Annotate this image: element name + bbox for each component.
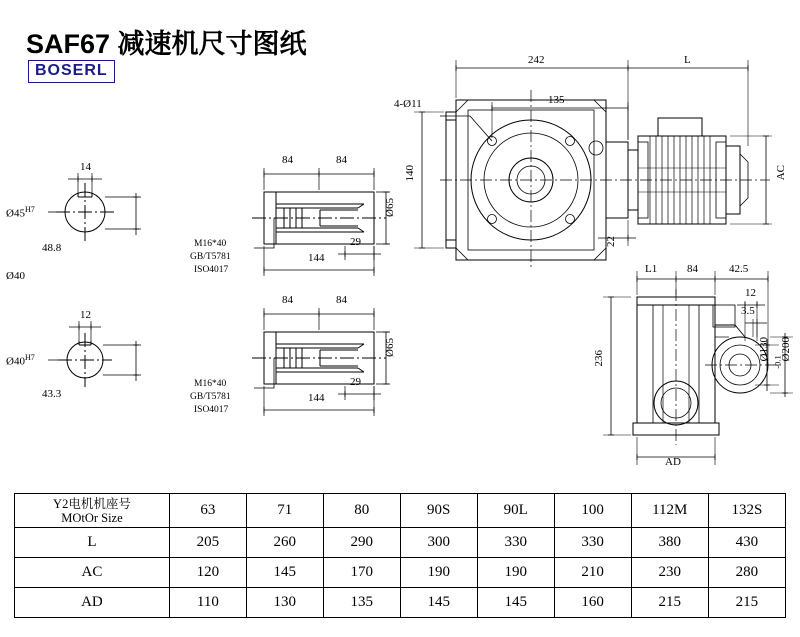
- table-cell: 215: [631, 588, 708, 618]
- table-cell: 120: [169, 558, 246, 588]
- header-label-line1: Y2电机机座号: [53, 496, 131, 511]
- dim-hollow-144-top: 144: [308, 252, 325, 264]
- table-cell: 110: [169, 588, 246, 618]
- motor-size-cell: 100: [554, 494, 631, 528]
- table-cell: 280: [708, 558, 785, 588]
- page-title: SAF67 减速机尺寸图纸: [26, 29, 307, 59]
- table-cell: 145: [400, 588, 477, 618]
- bore-value: Ø45: [6, 207, 25, 220]
- table-cell: 260: [246, 528, 323, 558]
- table-cell: 130: [246, 588, 323, 618]
- dim-hollow-dia-top: Ø65: [384, 198, 396, 217]
- motor-spec-table: [14, 493, 786, 618]
- dim-135: 135: [548, 94, 565, 106]
- table-cell: 230: [631, 558, 708, 588]
- table-cell: 380: [631, 528, 708, 558]
- bore-value-bottom: Ø40: [6, 355, 25, 368]
- motor-size-cell: 90S: [400, 494, 477, 528]
- dim-key-width-top: 14: [80, 161, 91, 173]
- table-cell: 190: [477, 558, 554, 588]
- bore-fit: H7: [24, 205, 35, 214]
- dim-hollow-b-top: 84: [336, 154, 347, 166]
- shaft-end-view-bottom: [6, 303, 160, 418]
- table-cell: 330: [477, 528, 554, 558]
- screw-spec-top: M16*40: [194, 239, 227, 249]
- dim-130-tolerance: -0.1: [772, 355, 783, 369]
- screw-spec-bottom: M16*40: [194, 379, 227, 389]
- motor-size-cell: 80: [323, 494, 400, 528]
- dim-shaft-height-bottom: 43.3: [42, 388, 62, 400]
- dim-140: 140: [404, 165, 416, 182]
- row-label: AC: [15, 558, 170, 588]
- table-cell: 330: [554, 528, 631, 558]
- screw-standard1-top: GB/T5781: [190, 252, 231, 262]
- motor-size-cell: 90L: [477, 494, 554, 528]
- dim-42-5: 42.5: [729, 263, 749, 275]
- motor-size-cell: 132S: [708, 494, 785, 528]
- dim-22: 22: [605, 236, 617, 247]
- dim-bore-diameter-bottom: [6, 353, 35, 368]
- dim-200: Ø200: [780, 337, 792, 362]
- dim-130: [758, 337, 770, 361]
- table-cell: 145: [246, 558, 323, 588]
- motor-size-cell: 63: [169, 494, 246, 528]
- dim-shaft-height-top: 48.8: [42, 242, 62, 254]
- dim-84-br: 84: [687, 263, 698, 275]
- dim-hollow-144-bottom: 144: [308, 392, 325, 404]
- dim-hollow-29-top: 29: [350, 236, 361, 248]
- dim-L1: L1: [645, 263, 658, 275]
- dim-bore-secondary: Ø40: [6, 270, 25, 282]
- dim-3-5: 3.5: [741, 305, 755, 317]
- dim-hollow-b-bottom: 84: [336, 294, 347, 306]
- table-cell: 300: [400, 528, 477, 558]
- table-cell: 160: [554, 588, 631, 618]
- dim-hollow-dia-bottom: Ø65: [384, 338, 396, 357]
- table-row: [15, 528, 786, 558]
- screw-standard2-top: ISO4017: [194, 265, 229, 275]
- dim-hollow-a-top: 84: [282, 154, 293, 166]
- header-label-line2: MOtOr Size: [61, 510, 123, 525]
- screw-standard2-bottom: ISO4017: [194, 405, 229, 415]
- row-label: AD: [15, 588, 170, 618]
- dim-hollow-29-bottom: 29: [350, 376, 361, 388]
- dim-AD: AD: [665, 456, 681, 468]
- table-header-row: [15, 494, 786, 528]
- dim-12-br: 12: [745, 287, 756, 299]
- dim-L-main: L: [684, 54, 691, 66]
- table-cell: 190: [400, 558, 477, 588]
- main-assembly-view: [394, 50, 800, 280]
- table-cell: 170: [323, 558, 400, 588]
- dim-236: 236: [593, 350, 605, 367]
- dim-hollow-a-bottom: 84: [282, 294, 293, 306]
- screw-standard1-bottom: GB/T5781: [190, 392, 231, 402]
- table-cell: 215: [708, 588, 785, 618]
- dim-4-holes: 4-Ø11: [394, 98, 422, 110]
- bore-fit-bottom: H7: [24, 353, 35, 362]
- table-header-label: [15, 494, 170, 528]
- table-row: [15, 558, 786, 588]
- motor-size-cell: 112M: [631, 494, 708, 528]
- table-cell: 430: [708, 528, 785, 558]
- table-cell: 210: [554, 558, 631, 588]
- table-cell: 205: [169, 528, 246, 558]
- dim-130-value: Ø130: [758, 337, 770, 362]
- table-cell: 135: [323, 588, 400, 618]
- dim-242: 242: [528, 54, 545, 66]
- brand-logo: BOSERL: [28, 60, 115, 83]
- dim-bore-diameter-top: [6, 205, 35, 220]
- shaft-end-view-top: [6, 161, 160, 282]
- table-row: [15, 588, 786, 618]
- table-cell: 145: [477, 588, 554, 618]
- hollow-shaft-view-top: [190, 154, 400, 290]
- table-cell: 290: [323, 528, 400, 558]
- dim-key-width-bottom: 12: [80, 309, 91, 321]
- dim-AC: AC: [775, 165, 787, 181]
- motor-size-cell: 71: [246, 494, 323, 528]
- hollow-shaft-view-bottom: [190, 294, 400, 430]
- row-label: L: [15, 528, 170, 558]
- bottom-right-view: [595, 265, 800, 480]
